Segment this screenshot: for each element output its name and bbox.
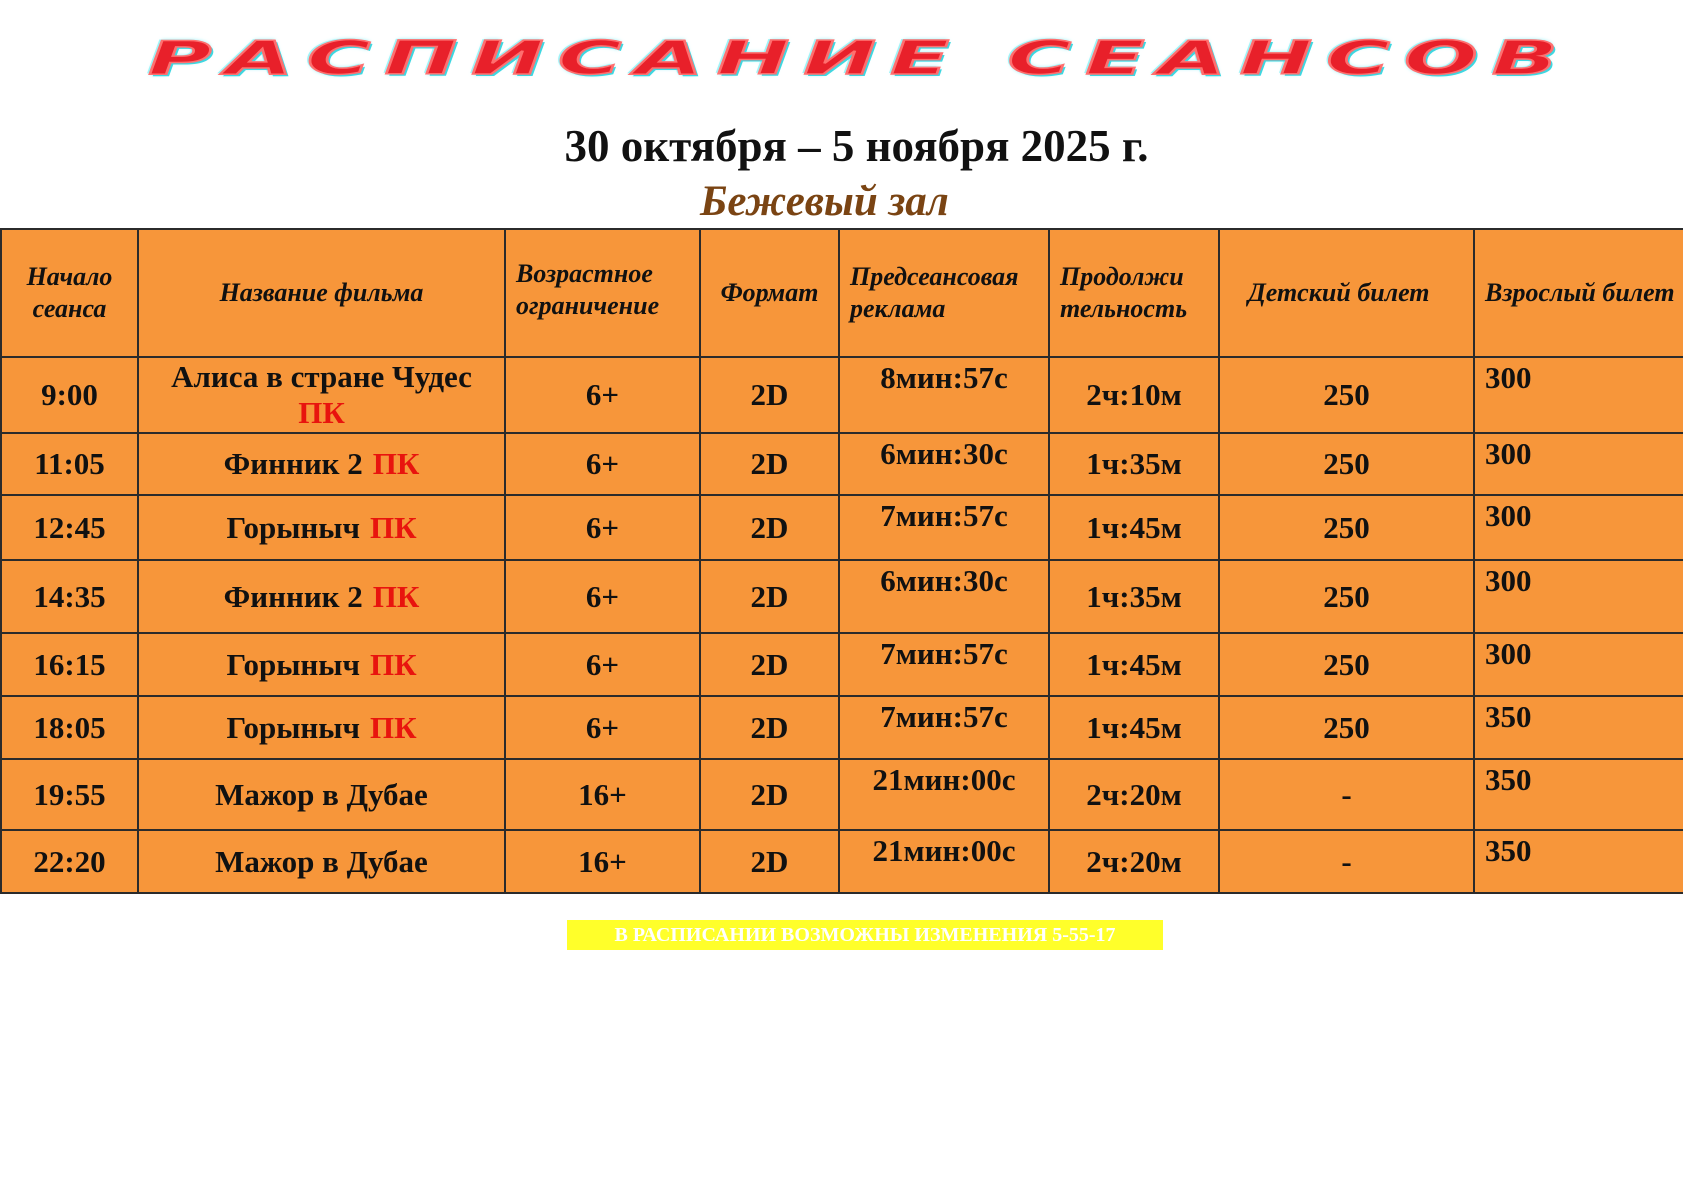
age-limit: 6+ [505, 495, 700, 560]
format: 2D [700, 495, 839, 560]
duration: 2ч:20м [1049, 830, 1219, 893]
session-time: 12:45 [1, 495, 138, 560]
adult-ticket-price: 350 [1474, 696, 1683, 759]
pre-show-ads: 7мин:57с [839, 633, 1049, 696]
adult-ticket-price: 350 [1474, 830, 1683, 893]
film-title-cell [138, 433, 505, 495]
film-title: Мажор в Дубае [215, 776, 428, 812]
table-row [1, 495, 1683, 560]
duration: 1ч:45м [1049, 495, 1219, 560]
child-ticket-price: 250 [1219, 433, 1474, 495]
film-title-cell [138, 495, 505, 560]
adult-ticket-price: 350 [1474, 759, 1683, 830]
pk-mark: ПК [369, 709, 417, 745]
adult-ticket-price: 300 [1474, 357, 1683, 433]
adult-ticket-price: 300 [1474, 433, 1683, 495]
header-start-time: Начало сеанса [1, 229, 138, 357]
session-time: 9:00 [1, 357, 138, 433]
schedule-change-note: В РАСПИСАНИИ ВОЗМОЖНЫ ИЗМЕНЕНИЯ 5-55-17 [567, 920, 1163, 950]
film-title: Горыныч [226, 509, 360, 545]
age-limit: 6+ [505, 633, 700, 696]
pk-mark: ПК [372, 446, 420, 481]
table-row [1, 357, 1683, 433]
format: 2D [700, 433, 839, 495]
pk-mark: ПК [372, 578, 420, 614]
session-time: 16:15 [1, 633, 138, 696]
film-title-cell [138, 560, 505, 633]
table-row [1, 633, 1683, 696]
pk-mark: ПК [369, 509, 417, 545]
film-title: Горыныч [226, 646, 360, 682]
film-title-cell [138, 830, 505, 893]
header-format: Формат [700, 229, 839, 357]
child-ticket-price: 250 [1219, 633, 1474, 696]
age-limit: 6+ [505, 560, 700, 633]
age-limit: 16+ [505, 830, 700, 893]
format: 2D [700, 560, 839, 633]
child-ticket-price: 250 [1219, 560, 1474, 633]
header-adult-ticket: Взрослый билет [1474, 229, 1683, 357]
duration: 1ч:35м [1049, 560, 1219, 633]
table-row [1, 560, 1683, 633]
format: 2D [700, 696, 839, 759]
duration: 2ч:10м [1049, 357, 1219, 433]
format: 2D [700, 830, 839, 893]
age-limit: 6+ [505, 357, 700, 433]
header-child-ticket: Детский билет [1219, 229, 1474, 357]
film-title: Горыныч [226, 709, 360, 745]
duration: 1ч:45м [1049, 696, 1219, 759]
adult-ticket-price: 300 [1474, 560, 1683, 633]
table-row [1, 759, 1683, 830]
table-row [1, 830, 1683, 893]
session-time: 19:55 [1, 759, 138, 830]
duration: 2ч:20м [1049, 759, 1219, 830]
age-limit: 6+ [505, 696, 700, 759]
table-row [1, 696, 1683, 759]
film-title-cell [138, 696, 505, 759]
age-limit: 16+ [505, 759, 700, 830]
hall-name: Бежевый зал [700, 178, 949, 225]
format: 2D [700, 633, 839, 696]
pre-show-ads: 6мин:30с [839, 433, 1049, 495]
header-film-title: Название фильма [138, 229, 505, 357]
child-ticket-price: 250 [1219, 696, 1474, 759]
film-title: Финник 2 [223, 446, 363, 481]
child-ticket-price: - [1219, 830, 1474, 893]
film-title-cell [138, 633, 505, 696]
pk-mark: ПК [369, 646, 417, 682]
pre-show-ads: 8мин:57с [839, 357, 1049, 433]
film-title: Алиса в стране Чудес [171, 359, 472, 394]
header-age-limit: Возрастное ограничение [505, 229, 700, 357]
duration: 1ч:45м [1049, 633, 1219, 696]
table-header-row [1, 229, 1683, 357]
child-ticket-price: - [1219, 759, 1474, 830]
session-time: 22:20 [1, 830, 138, 893]
date-range: 30 октября – 5 ноября 2025 г. [564, 121, 1149, 171]
pre-show-ads: 21мин:00с [839, 830, 1049, 893]
adult-ticket-price: 300 [1474, 495, 1683, 560]
age-limit: 6+ [505, 433, 700, 495]
child-ticket-price: 250 [1219, 495, 1474, 560]
table-row [1, 433, 1683, 495]
film-title-cell [138, 357, 505, 433]
pre-show-ads: 6мин:30с [839, 560, 1049, 633]
adult-ticket-price: 300 [1474, 633, 1683, 696]
session-time: 14:35 [1, 560, 138, 633]
pre-show-ads: 7мин:57с [839, 696, 1049, 759]
session-time: 11:05 [1, 433, 138, 495]
film-title-cell [138, 759, 505, 830]
pre-show-ads: 7мин:57с [839, 495, 1049, 560]
schedule-table [0, 228, 1683, 894]
film-title: Мажор в Дубае [215, 843, 428, 879]
header-pre-show-ads: Предсеансовая реклама [839, 229, 1049, 357]
film-title: Финник 2 [223, 578, 363, 614]
format: 2D [700, 759, 839, 830]
pre-show-ads: 21мин:00с [839, 759, 1049, 830]
child-ticket-price: 250 [1219, 357, 1474, 433]
page-title: РАСПИСАНИЕ СЕАНСОВ [148, 30, 1572, 85]
duration: 1ч:35м [1049, 433, 1219, 495]
format: 2D [700, 357, 839, 433]
pk-mark: ПК [298, 395, 345, 430]
header-duration: Продолжи тельность [1049, 229, 1219, 357]
session-time: 18:05 [1, 696, 138, 759]
